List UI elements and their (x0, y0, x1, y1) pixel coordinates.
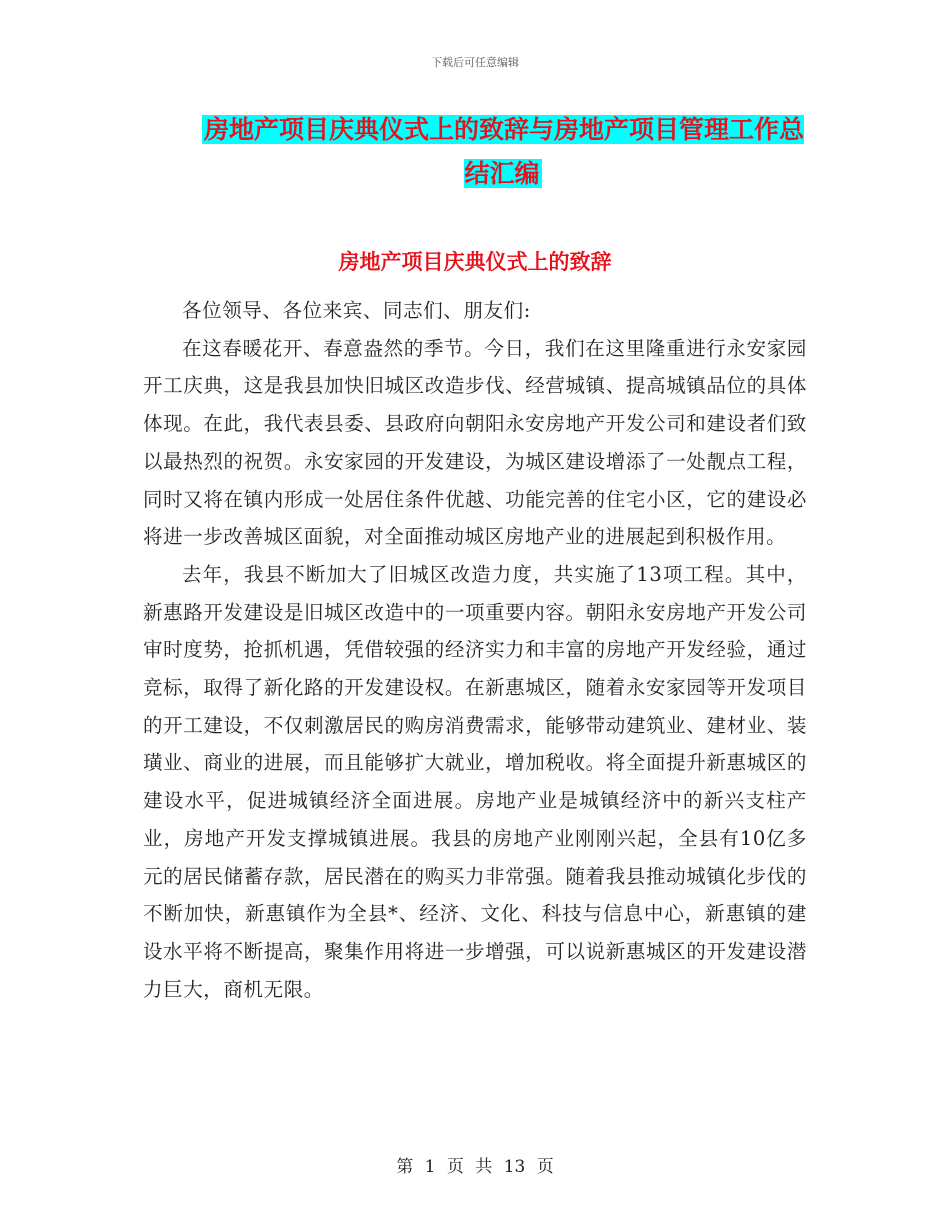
paragraph-salutation: 各位领导、各位来宾、同志们、朋友们: (182, 299, 531, 322)
paragraph: 在这春暖花开、春意盎然的季节。今日，我们在这里隆重进行永安家园开工庆典，这是我县加快旧城区改造步伐、经营城镇、提高城镇品位的具体体现。在此，我代表县委、县政府向朝阳永安房地产开发公司和建设者们致以最热烈的祝贺。永安家园的开发建设，为城区建设增添了一处靓点工程，同时又将在镇内形成一处居住条件优越、功能完善的住宅小区，它的建设必将进一步改善城区面貌，对全面推动城区房地产业的进展起到积极作用。 (143, 336, 807, 549)
document-title (193, 108, 813, 196)
section-title: 房地产项目庆典仪式上的致辞 (338, 249, 612, 274)
header-note: 下载后可任意编辑 (431, 56, 519, 69)
paragraph: 去年，我县不断加大了旧城区改造力度，共实施了13项工程。其中，新惠路开发建设是旧城区改造中的一项重要内容。朝阳永安房地产开发公司审时度势，抢抓机遇，凭借较强的经济实力和丰富的房地产开发经验，通过竞标，取得了新化路的开发建设权。在新惠城区，随着永安家园等开发项目的开工建设，不仅刺激居民的购房消费需求，能够带动建筑业、建材业、装璜业、商业的进展，而且能够扩大就业，增加税收。将全面提升新惠城区的建设水平，促进城镇经济全面进展。房地产业是城镇经济中的新兴支柱产业，房地产开发支撑城镇进展。我县的房地产业刚刚兴起，全县有10亿多元的居民储蓄存款，居民潜在的购买力非常强。随着我县推动城镇化步伐的不断加快，新惠镇作为全县*、经济、文化、科技与信息中心，新惠镇的建设水平将不断提高，聚集作用将进一步增强，可以说新惠城区的开发建设潜力巨大，商机无限。 (143, 562, 807, 1001)
body-text (143, 292, 807, 1008)
page-footer: 第 1 页 共 13 页 (396, 1157, 554, 1177)
document-title-text: 房地产项目庆典仪式上的致辞与房地产项目管理工作总结汇编 (203, 115, 804, 188)
